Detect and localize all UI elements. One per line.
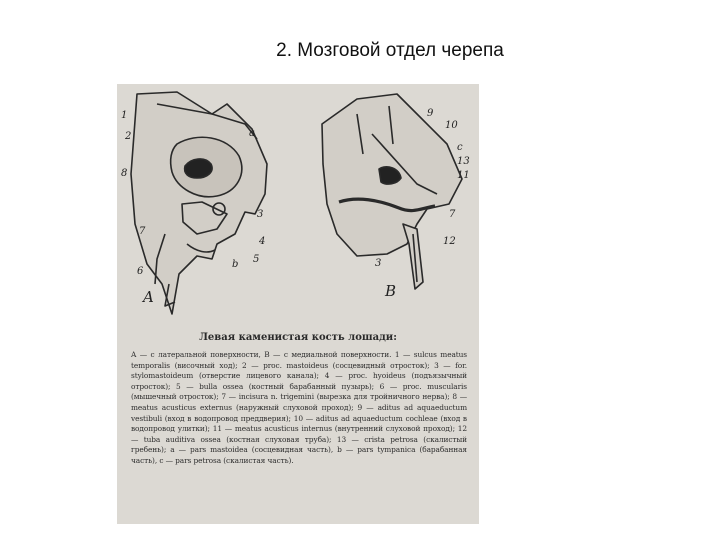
label-1: 1 (121, 110, 128, 121)
label-3b: 3 (375, 258, 382, 269)
panel-label-b: B (385, 282, 397, 300)
label-9: 9 (427, 108, 434, 119)
label-7: 7 (139, 226, 146, 237)
label-12: 12 (443, 236, 456, 247)
label-7b: 7 (449, 209, 456, 220)
label-5: 5 (253, 254, 260, 265)
label-c: c (457, 142, 463, 153)
label-6: 6 (137, 266, 144, 277)
panel-label-a: A (143, 288, 154, 306)
label-3: 3 (257, 209, 264, 220)
label-4: 4 (259, 236, 266, 247)
label-11: 11 (457, 170, 470, 181)
slide-title: 2. Мозговой отдел черепа (276, 40, 504, 61)
label-2: 2 (125, 131, 132, 142)
label-10: 10 (445, 120, 458, 131)
caption-title: Левая каменистая кость лошади: (199, 332, 397, 343)
label-a: a (249, 128, 255, 139)
label-8: 8 (121, 168, 128, 179)
scanned-figure (117, 84, 479, 524)
label-b: b (232, 259, 239, 270)
bone-illustration (117, 84, 479, 324)
caption-body: A — с латеральной поверхности, B — с медиальной поверхности. 1 — sulcus meatus temporalis (височный ход); 2 — proc. mastoideus (сосцевидный отросток); 3 — for. stylomastoideum (отверстие лицевого канала); 4 — proc. hyoideus (подъязычный отросток); 5 — bulla ossea (костный барабанный пузырь); 6 — proc. muscularis (мышечный отросток); 7 — incisura n. trigemini (вырезка для тройничного нерва); 8 — meatus acusticus externus (наружный слуховой проход); 9 — aditus ad aquaeductum vestibuli (вход в водопровод преддверия); 10 — aditus ad aquaeductum cochleae (вход в водопровод улитки); 11 — meatus acusticus internus (внутренний слуховой проход); 12 — tuba auditiva ossea (костная слуховая труба); 13 — crista petrosa (скалистый гребень); a — pars mastoidea (сосцевидная часть), b — pars tympanica (барабанная часть), c — pars petrosa (скалистая часть). (131, 350, 467, 465)
label-13: 13 (457, 156, 470, 167)
